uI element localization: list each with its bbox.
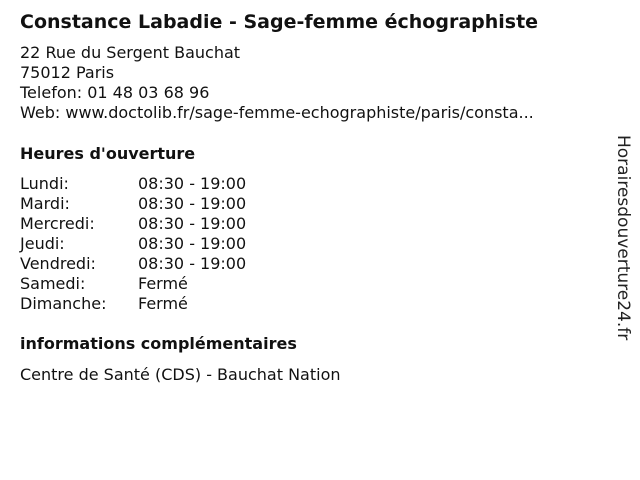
day-label: Jeudi: (20, 234, 65, 253)
day-label: Mardi: (20, 194, 70, 213)
day-label: Vendredi: (20, 254, 96, 273)
hours-value: 08:30 - 19:00 (138, 174, 247, 193)
hours-row-tuesday (20, 194, 246, 214)
website: Web: www.doctolib.fr/sage-femme-echographiste/paris/consta... (20, 103, 534, 122)
phone-number: Telefon: 01 48 03 68 96 (20, 83, 210, 102)
hours-row-saturday (20, 274, 246, 294)
contact-block (20, 43, 534, 123)
hours-row-friday (20, 254, 246, 274)
hours-row-thursday (20, 234, 246, 254)
hours-value: 08:30 - 19:00 (138, 254, 247, 273)
address-street: 22 Rue du Sergent Bauchat (20, 43, 241, 62)
hours-value: Fermé (138, 294, 188, 313)
day-label: Mercredi: (20, 214, 95, 233)
page-title: Constance Labadie - Sage-femme échographiste (20, 11, 539, 33)
hours-value: 08:30 - 19:00 (138, 214, 247, 233)
additional-info-heading: informations complémentaires (20, 334, 297, 353)
hours-value: 08:30 - 19:00 (138, 234, 247, 253)
day-label: Dimanche: (20, 294, 107, 313)
opening-hours-table (20, 174, 246, 314)
site-watermark: Horairesdouverture24.fr (613, 135, 633, 341)
hours-row-sunday (20, 294, 246, 314)
hours-value: 08:30 - 19:00 (138, 194, 247, 213)
address-city: 75012 Paris (20, 63, 115, 82)
opening-hours-heading: Heures d'ouverture (20, 144, 196, 163)
hours-value: Fermé (138, 274, 188, 293)
hours-row-monday (20, 174, 246, 194)
day-label: Samedi: (20, 274, 86, 293)
hours-row-wednesday (20, 214, 246, 234)
additional-info-text: Centre de Santé (CDS) - Bauchat Nation (20, 365, 341, 384)
day-label: Lundi: (20, 174, 69, 193)
